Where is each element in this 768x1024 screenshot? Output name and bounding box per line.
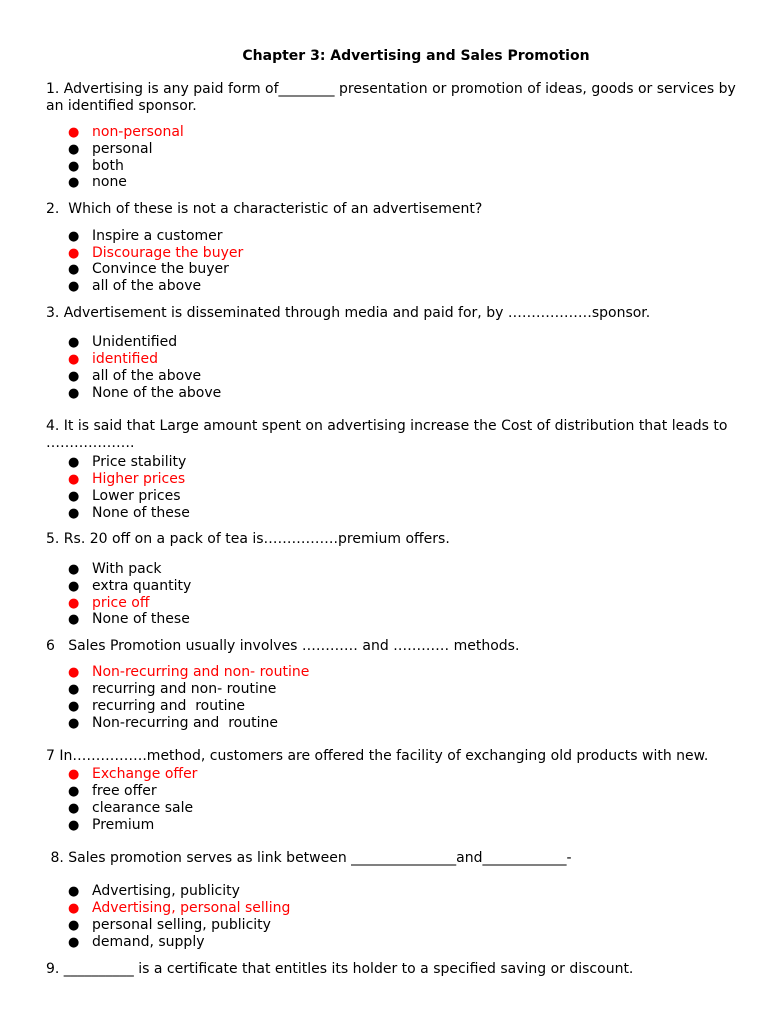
bullet-icon: ● (68, 386, 80, 401)
option-label: Inspire a customer (92, 228, 223, 244)
option-label: demand, supply (92, 934, 205, 950)
option-label: none (92, 174, 127, 190)
option-label: None of these (92, 611, 190, 627)
answer-option (68, 681, 276, 698)
option-label: Unidentified (92, 334, 178, 350)
option-label: Advertising, personal selling (92, 900, 291, 916)
option-label: identified (92, 351, 158, 367)
question-text: 2. Which of these is not a characteristic of an advertisement? (46, 201, 483, 217)
option-label: personal (92, 141, 153, 157)
bullet-icon: ● (68, 801, 80, 816)
answer-option (68, 883, 240, 900)
question-text: 8. Sales promotion serves as link between _______________and____________- (46, 850, 572, 866)
bullet-icon: ● (68, 818, 80, 833)
bullet-icon: ● (68, 716, 80, 731)
answer-option-correct (68, 900, 290, 917)
option-label: None of the above (92, 385, 222, 401)
bullet-icon: ● (68, 279, 80, 294)
bullet-icon: ● (68, 352, 80, 367)
option-label: With pack (92, 561, 162, 577)
option-label: Advertising, publicity (92, 883, 240, 899)
option-label: Lower prices (92, 488, 181, 504)
bullet-icon: ● (68, 884, 80, 899)
answer-option-correct (68, 664, 309, 681)
option-label: both (92, 158, 124, 174)
answer-option-correct (68, 245, 243, 262)
bullet-icon: ● (68, 699, 80, 714)
question-text: 9. __________ is a certificate that entitles its holder to a specified saving or discount. (46, 961, 634, 977)
question-text: 1. Advertising is any paid form of________ presentation or promotion of ideas, goods or services by an identified sponsor. (46, 81, 741, 114)
answer-option (68, 817, 154, 834)
bullet-icon: ● (68, 159, 80, 174)
answer-option (68, 611, 190, 628)
bullet-icon: ● (68, 489, 80, 504)
answer-option (68, 578, 191, 595)
option-label: Price stability (92, 454, 187, 470)
question-text: 4. It is said that Large amount spent on advertising increase the Cost of distribution that leads to ………………. (46, 418, 732, 451)
option-label: clearance sale (92, 800, 194, 816)
bullet-icon: ● (68, 682, 80, 697)
answer-option-correct (68, 766, 197, 783)
question-text: 5. Rs. 20 off on a pack of tea is…………….premium offers. (46, 531, 450, 547)
answer-option (68, 505, 190, 522)
answer-option (68, 368, 201, 385)
question-text: 3. Advertisement is disseminated through media and paid for, by ………………sponsor. (46, 305, 651, 321)
option-label: personal selling, publicity (92, 917, 271, 933)
bullet-icon: ● (68, 935, 80, 950)
bullet-icon: ● (68, 455, 80, 470)
option-label: Non-recurring and routine (92, 715, 278, 731)
answer-option-correct (68, 595, 150, 612)
answer-option (68, 174, 127, 191)
bullet-icon: ● (68, 175, 80, 190)
bullet-icon: ● (68, 142, 80, 157)
bullet-icon: ● (68, 767, 80, 782)
answer-option (68, 715, 278, 732)
bullet-icon: ● (68, 262, 80, 277)
option-label: extra quantity (92, 578, 192, 594)
answer-option (68, 698, 245, 715)
question-text: 6 Sales Promotion usually involves ………… and ………… methods. (46, 638, 520, 654)
bullet-icon: ● (68, 901, 80, 916)
answer-option (68, 561, 162, 578)
bullet-icon: ● (68, 125, 80, 140)
option-label: Non-recurring and non- routine (92, 664, 310, 680)
answer-option (68, 228, 223, 245)
bullet-icon: ● (68, 562, 80, 577)
option-label: None of these (92, 505, 190, 521)
option-label: Higher prices (92, 471, 186, 487)
answer-option-correct (68, 351, 158, 368)
answer-option (68, 278, 201, 295)
option-label: free offer (92, 783, 157, 799)
option-label: Exchange offer (92, 766, 198, 782)
answer-option (68, 385, 221, 402)
answer-option (68, 261, 229, 278)
answer-option (68, 783, 157, 800)
option-label: price off (92, 595, 150, 611)
answer-option (68, 800, 193, 817)
answer-option-correct (68, 471, 185, 488)
option-label: non-personal (92, 124, 184, 140)
bullet-icon: ● (68, 612, 80, 627)
answer-option (68, 488, 181, 505)
answer-option (68, 934, 205, 951)
bullet-icon: ● (68, 784, 80, 799)
answer-option (68, 917, 271, 934)
bullet-icon: ● (68, 596, 80, 611)
option-label: Discourage the buyer (92, 245, 244, 261)
page-title: Chapter 3: Advertising and Sales Promotion (242, 48, 590, 64)
bullet-icon: ● (68, 665, 80, 680)
bullet-icon: ● (68, 579, 80, 594)
bullet-icon: ● (68, 229, 80, 244)
option-label: Convince the buyer (92, 261, 229, 277)
question-text: 7 In…………….method, customers are offered the facility of exchanging old products with new. (46, 748, 709, 764)
bullet-icon: ● (68, 246, 80, 261)
bullet-icon: ● (68, 918, 80, 933)
answer-option-correct (68, 124, 184, 141)
answer-option (68, 454, 186, 471)
answer-option (68, 141, 152, 158)
bullet-icon: ● (68, 369, 80, 384)
answer-option (68, 158, 124, 175)
option-label: all of the above (92, 278, 202, 294)
option-label: recurring and non- routine (92, 681, 277, 697)
answer-option (68, 334, 177, 351)
bullet-icon: ● (68, 472, 80, 487)
option-label: all of the above (92, 368, 202, 384)
bullet-icon: ● (68, 335, 80, 350)
bullet-icon: ● (68, 506, 80, 521)
option-label: recurring and routine (92, 698, 245, 714)
option-label: Premium (92, 817, 155, 833)
